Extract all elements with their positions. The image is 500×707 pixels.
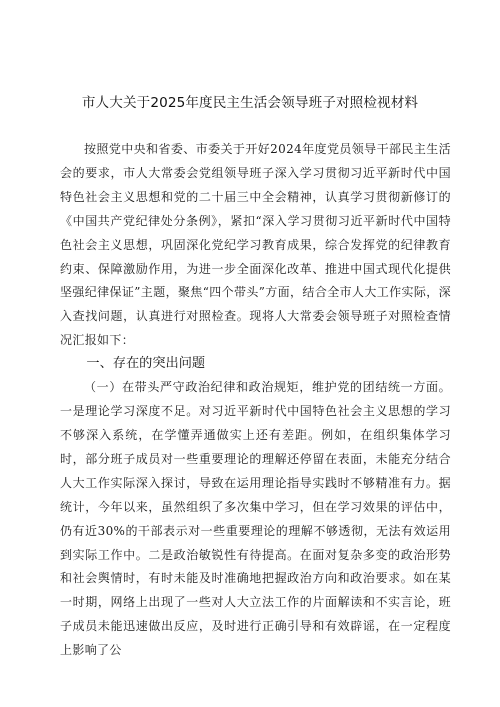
section-paragraph: （一）在带头严守政治纪律和政治规矩，维护党的团结统一方面。一是理论学习深度不足。对习近平新时代中国特色社会主义思想的学习不够深入系统，在学懂弄通做实上还有差距。例如，在组织集体学习时，部分班子成员对一些重要理论的理解还停留在表面，未能充分结合人大工作实际深入探讨，导致在运用理论指导实践时不够精准有力。据统计，今年以来，虽然组织了多次集中学习，但在学习效果的评估中，仍有近30%的干部表示对一些重要理论的理解不够透彻，无法有效运用到实际工作中。二是政治敏锐性有待提高。在面对复杂多变的政治形势和社会舆情时，有时未能及时准确地把握政治方向和政治要求。如在某一时期，网络上出现了一些对人大立法工作的片面解读和不实言论，班子成员未能迅速做出反应，及时进行正确引导和有效辟谣，在一定程度上影响了公	[60, 380, 451, 658]
document-body	[60, 138, 451, 663]
document-title: 市人大关于2025年度民主生活会领导班子对照检视材料	[81, 95, 419, 111]
intro-paragraph: 按照党中央和省委、市委关于开好2024年度党员领导干部民主生活会的要求，市人大常委会党组领导班子深入学习贯彻习近平新时代中国特色社会主义思想和党的二十届三中全会精神，认真学习贯彻新修订的《中国共产党纪律处分条例》，紧扣“深入学习贯彻习近平新时代中国特色社会主义思想，巩固深化党纪学习教育成果，综合发挥党的纪律教育约束、保障激励作用，为进一步全面深化改革、推进中国式现代化提供坚强纪律保证”主题，聚焦“四个带头”方面，结合全市人大工作实际，深入查找问题，认真进行对照检查。现将人大常委会领导班子对照检查情况汇报如下：	[60, 142, 451, 348]
section-heading: 一、存在的突出问题	[86, 356, 206, 372]
